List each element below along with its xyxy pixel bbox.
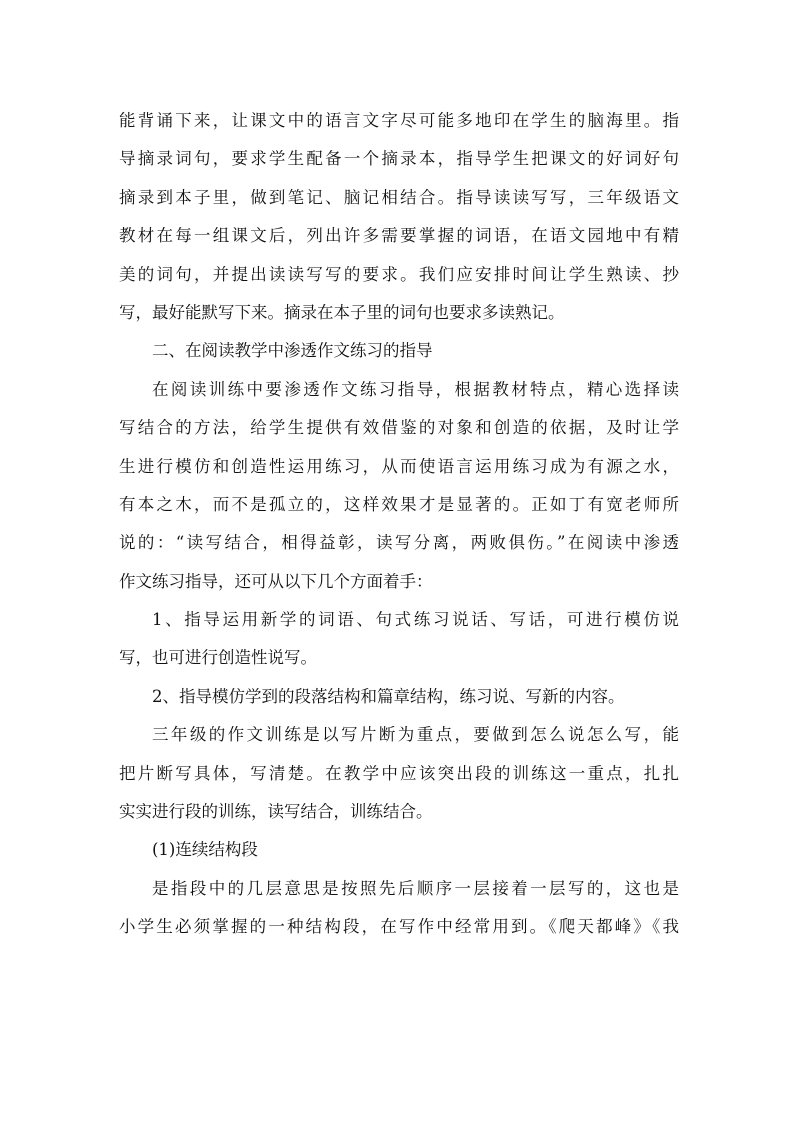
- text-line: 把片断写具体，写清楚。在教学中应该突出段的训练这一重点，扎扎: [119, 763, 679, 783]
- text-line: 导摘录词句，要求学生配备一个摘录本，指导学生把课文的好词好句: [119, 149, 679, 169]
- list-item-text: 1、指导运用新学的词语、句式练习说话、写话，可进行模仿说: [152, 610, 679, 630]
- body-text: [119, 102, 679, 947]
- text-line: 小学生必须掌握的一种结构段，在写作中经常用到。《爬天都峰》《我: [119, 917, 679, 937]
- text-line: 是指段中的几层意思是按照先后顺序一层接着一层写的，这也是: [152, 878, 679, 898]
- text-line: 写，最好能默写下来。摘录在本子里的词句也要求多读熟记。: [119, 302, 565, 322]
- text-line: 三年级的作文训练是以写片断为重点，要做到怎么说怎么写，能: [152, 725, 679, 745]
- subsection-heading: (1)连续结构段: [152, 840, 258, 860]
- text-line: 在阅读训练中要渗透作文练习指导，根据教材特点，精心选择读: [152, 379, 679, 399]
- text-line: 美的词句，并提出读读写写的要求。我们应安排时间让学生熟读、抄: [119, 264, 679, 284]
- section-heading: 二、在阅读教学中渗透作文练习的指导: [152, 341, 433, 361]
- text-line: 写结合的方法，给学生提供有效借鉴的对象和创造的依据，及时让学: [119, 418, 679, 438]
- text-line: 生进行模仿和创造性运用练习，从而使语言运用练习成为有源之水，: [119, 456, 679, 476]
- text-line: 教材在每一组课文后，列出许多需要掌握的词语，在语文园地中有精: [119, 226, 679, 246]
- list-item-text: 2、指导模仿学到的段落结构和篇章结构，练习说、写新的内容。: [152, 686, 625, 706]
- text-line: 有本之木，而不是孤立的，这样效果才是显著的。正如丁有宽老师所: [119, 494, 679, 514]
- text-line: 说的：“读写结合，相得益彰，读写分离，两败俱伤。”在阅读中渗透: [119, 533, 679, 553]
- text-line: 能背诵下来，让课文中的语言文字尽可能多地印在学生的脑海里。指: [119, 111, 679, 130]
- text-line: 作文练习指导，还可从以下几个方面着手：: [119, 571, 433, 591]
- text-line: 摘录到本子里，做到笔记、脑记相结合。指导读读写写，三年级语文: [119, 187, 679, 207]
- text-line: 实实进行段的训练，读写结合，训练结合。: [119, 802, 433, 822]
- text-line: 写，也可进行创造性说写。: [119, 648, 317, 668]
